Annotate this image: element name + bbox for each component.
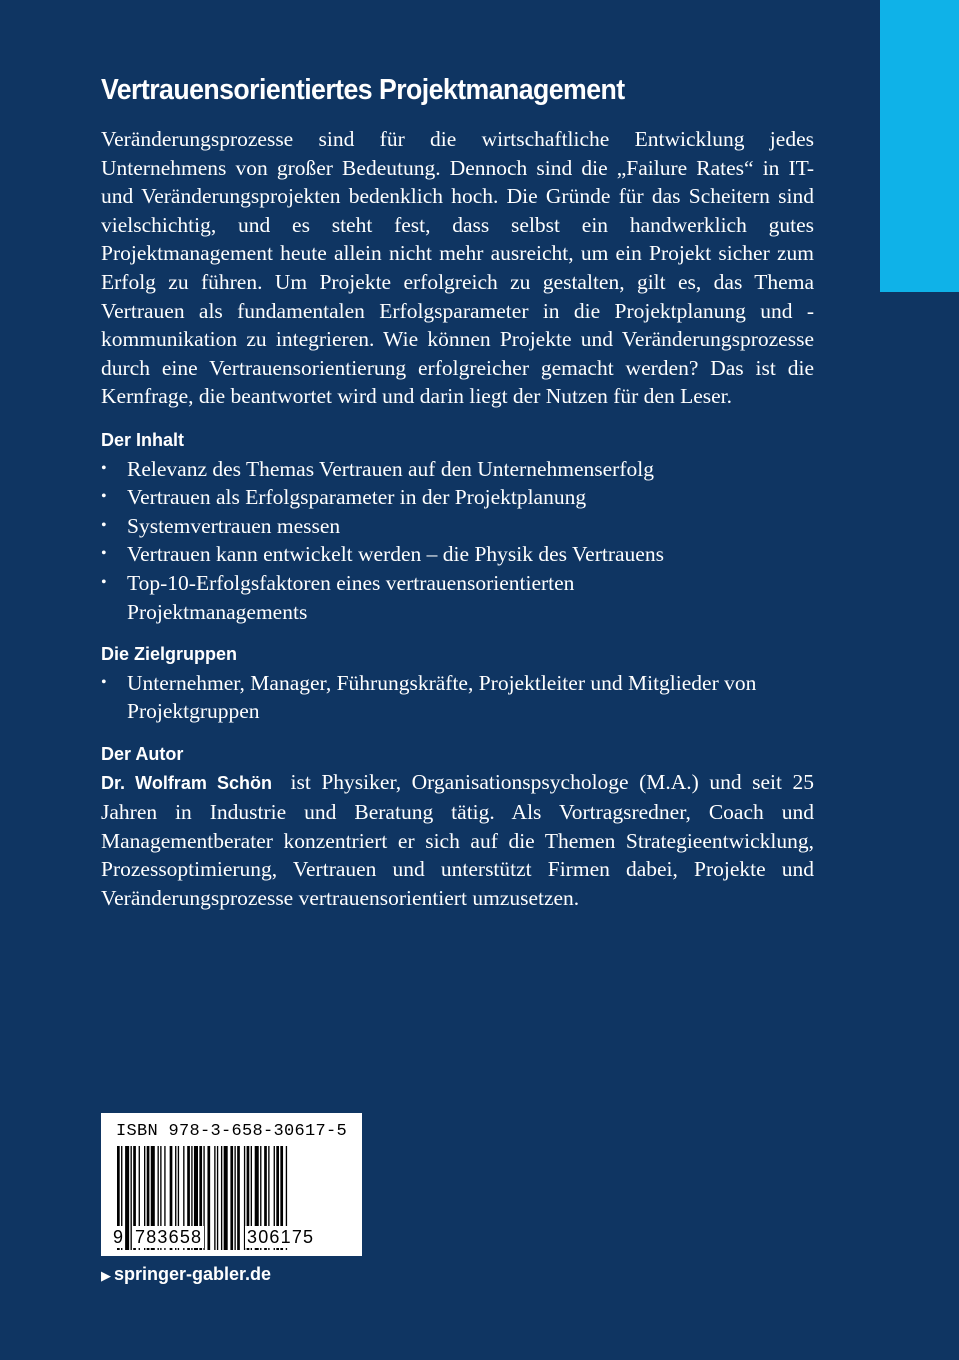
back-cover-content <box>101 68 814 912</box>
zielgruppen-list <box>101 669 814 726</box>
zielgruppen-heading: Die Zielgruppen <box>101 644 238 665</box>
barcode-digits-left: 783658 <box>135 1227 203 1247</box>
author-name: Dr. Wolfram Schön <box>101 773 272 794</box>
barcode-digit-first: 9 <box>113 1227 124 1247</box>
author-paragraph <box>101 768 814 912</box>
publisher-url: springer-gabler.de <box>114 1264 272 1284</box>
inhalt-heading: Der Inhalt <box>101 429 185 450</box>
bullet-icon: • <box>101 545 107 563</box>
accent-bar <box>880 0 959 292</box>
barcode-digits-right: 306175 <box>247 1227 315 1247</box>
publisher-link[interactable] <box>101 1261 271 1289</box>
book-title: Vertrauensorientiertes Projektmanagement <box>101 74 625 106</box>
list-item: • Unternehmer, Manager, Führungskräfte, Projektleiter und Mitglieder von Projektgruppen <box>101 670 757 724</box>
bullet-icon: • <box>101 673 107 691</box>
list-item: • Top-10-Erfolgsfaktoren eines vertrauensorientierten Projektmanagements <box>101 570 575 624</box>
bullet-icon: • <box>101 488 107 506</box>
bullet-icon: • <box>101 459 107 477</box>
inhalt-list <box>101 455 814 627</box>
list-item: • Systemvertrauen messen <box>101 512 814 541</box>
author-bio: ist Physiker, Organisationspsychologe (M.A.) und seit 25 Jahren in Industrie und Beratung tätig. Als Vortragsredner, Coach und Managementberater konzentriert er sich auf die Themen Strategieentwicklung, Prozessoptimierung, Vertrauen und unterstützt Firmen dabei, Projekte und Veränderungsprozesse vertrauensorientiert umzusetzen. <box>101 770 814 910</box>
bullet-icon: • <box>101 573 107 591</box>
barcode-digits <box>111 1224 356 1250</box>
list-item: • Vertrauen kann entwickelt werden – die Physik des Vertrauens <box>101 540 814 569</box>
list-item: • Vertrauen als Erfolgsparameter in der Projektplanung <box>101 483 814 512</box>
triangle-right-icon: ▶ <box>101 1268 111 1283</box>
autor-heading: Der Autor <box>101 743 184 764</box>
list-item: • Relevanz des Themas Vertrauen auf den Unternehmenserfolg <box>101 455 814 484</box>
intro-paragraph: Veränderungsprozesse sind für die wirtschaftliche Entwicklung jedes Unternehmens von großer Bedeutung. Dennoch sind die „Failure Rates“ in IT- und Veränderungsprojekten bedenklich hoch. Die Gründe für das Scheitern sind vielschichtig, und es steht fest, dass selbst ein handwerklich gutes Projektmanagement heute allein nicht mehr ausreicht, um ein Projekt sicher zum Erfolg zu führen. Um Projekte erfolgreich zu gestalten, gilt es, das Thema Vertrauen als fundamentalen Erfolgsparameter in die Projektplanung und -kommunikation zu integrieren. Wie können Projekte und Veränderungsprozesse durch eine Vertrauensorientierung erfolgreicher gemacht werden? Das ist die Kernfrage, die beantwortet wird und darin liegt der Nutzen für den Leser. <box>101 127 814 409</box>
isbn-label: ISBN 978-3-658-30617-5 <box>116 1122 348 1141</box>
bullet-icon: • <box>101 516 107 534</box>
isbn-barcode <box>101 1113 362 1256</box>
